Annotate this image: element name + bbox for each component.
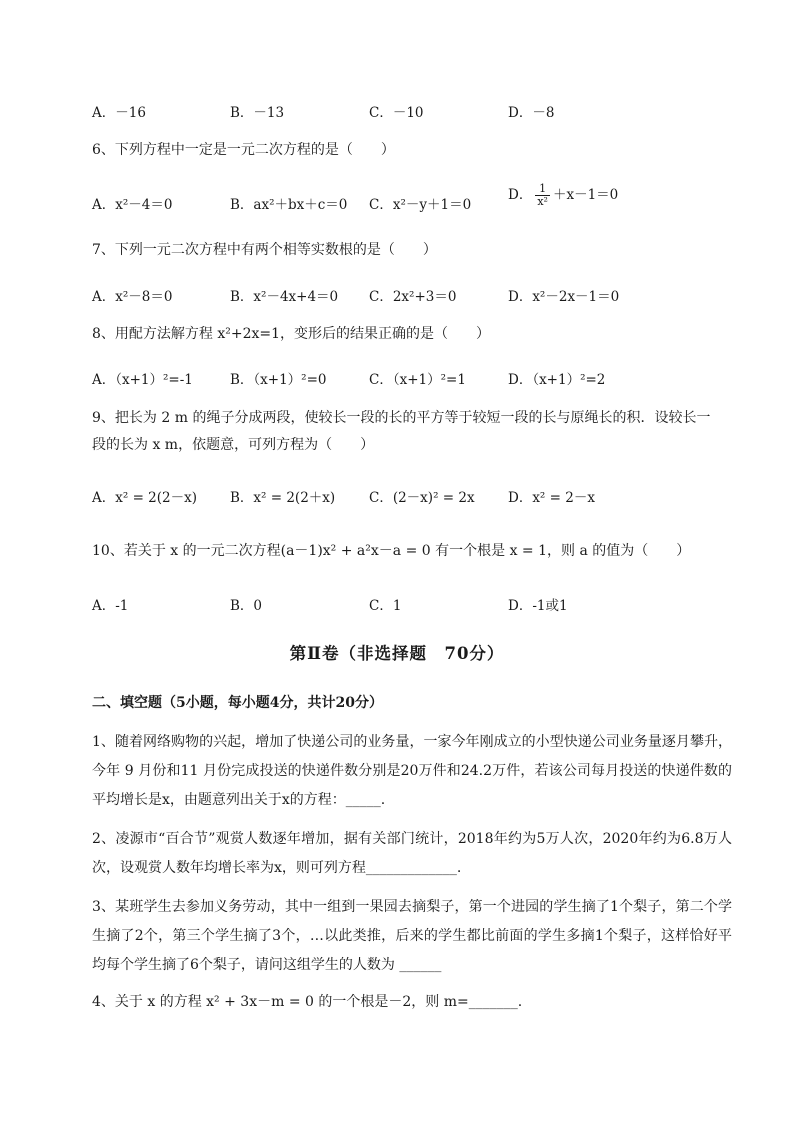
fill-question-1: 1、随着网络购物的兴起，增加了快递公司的业务量，一家今年刚成立的小型快递公司业务量逐月攀升，今年 9 月份和11 月份完成投送的快递件数分别是20万件和24.2万件，若该公司每月投送的快递件数的平均增长是x，由题意列出关于x的方程：_____. (92, 734, 732, 808)
q5-option-b: B．－13 (230, 105, 285, 121)
q5-option-d: D．－8 (508, 105, 555, 121)
q9-option-d: D．x² = 2－x (508, 490, 595, 506)
q8-option-a: A．（x+1）²=-1 (92, 372, 193, 388)
fill-section-heading: 二、填空题（5小题，每小题4分，共计20分） (92, 695, 383, 711)
fill-question-2: 2、凌源市“百合节”观赏人数逐年增加，据有关部门统计，2018年约为5万人次，2020年约为6.8万人次，设观赏人数年均增长率为x，则可列方程_____________. (92, 831, 732, 876)
q8-option-d: D．（x+1）²=2 (508, 372, 606, 388)
q6-option-a: A．x²－4＝0 (92, 197, 173, 213)
q7-stem: 7、下列一元二次方程中有两个相等实数根的是（ ） (92, 242, 437, 258)
fraction-denominator: x² (537, 195, 548, 208)
q7-option-d: D．x²－2x－1＝0 (508, 289, 620, 305)
q7-options (92, 285, 732, 305)
q10-option-d: D．-1或1 (508, 598, 568, 614)
q9-stem-line1: 9、把长为 2 m 的绳子分成两段，使较长一段的长的平方等于较短一段的长与原绳长的积．设较长一 (92, 410, 711, 426)
fill-question-4: 4、关于 x 的方程 x² + 3x－m = 0 的一个根是－2，则 m=_______. (92, 994, 523, 1010)
q10-stem: 10、若关于 x 的一元二次方程(a－1)x² + a²x－a = 0 有一个根是 x = 1，则 a 的值为（ ） (92, 543, 691, 559)
q10-option-a: A．-1 (92, 598, 129, 614)
q6-option-d-fraction (535, 183, 550, 208)
q10-option-c: C．1 (369, 598, 402, 614)
q6-stem: 6、下列方程中一定是一元二次方程的是（ ） (92, 142, 395, 158)
q6-option-b: B．ax²＋bx＋c＝0 (230, 197, 348, 213)
q7-option-b: B．x²－4x+4＝0 (230, 289, 339, 305)
q6-option-d-suffix: ＋x－1＝0 (552, 187, 619, 203)
q9-options (92, 486, 732, 506)
fraction-numerator: 1 (535, 183, 550, 196)
q5-option-c: C．－10 (369, 105, 424, 121)
q9-option-b: B．x² = 2(2＋x) (230, 490, 336, 506)
q7-option-c: C．2x²+3＝0 (369, 289, 457, 305)
q6-option-d (508, 183, 618, 208)
q8-option-c: C．（x+1）²=1 (369, 372, 466, 388)
section-title: 第Ⅱ卷（非选择题 70分） (289, 644, 505, 663)
fill-question-3: 3、某班学生去参加义务劳动，其中一组到一果园去摘梨子，第一个进园的学生摘了1个梨子，第二个学生摘了2个，第三个学生摘了3个，…以此类推，后来的学生都比前面的学生多摘1个梨子，这样恰好平均每个学生摘了6个梨子，请问这组学生的人数为 ______ (92, 899, 732, 973)
q10-options (92, 594, 732, 614)
q6-option-c: C．x²－y＋1＝0 (369, 197, 472, 213)
q9-option-c: C．(2－x)² = 2x (369, 490, 475, 506)
q9-option-a: A．x² = 2(2－x) (92, 490, 197, 506)
q8-option-b: B．（x+1）²=0 (230, 372, 327, 388)
q6-options (92, 182, 732, 213)
q8-options (92, 368, 732, 388)
q9-stem-line2: 段的长为 x m，依题意，可列方程为（ ） (92, 437, 375, 453)
q10-option-b: B．0 (230, 598, 263, 614)
q6-option-d-prefix: D． (508, 187, 533, 203)
q5-option-a: A．－16 (92, 105, 146, 121)
q5-options (92, 101, 732, 121)
q8-stem: 8、用配方法解方程 x²+2x=1，变形后的结果正确的是（ ） (92, 326, 491, 342)
q7-option-a: A．x²－8＝0 (92, 289, 173, 305)
